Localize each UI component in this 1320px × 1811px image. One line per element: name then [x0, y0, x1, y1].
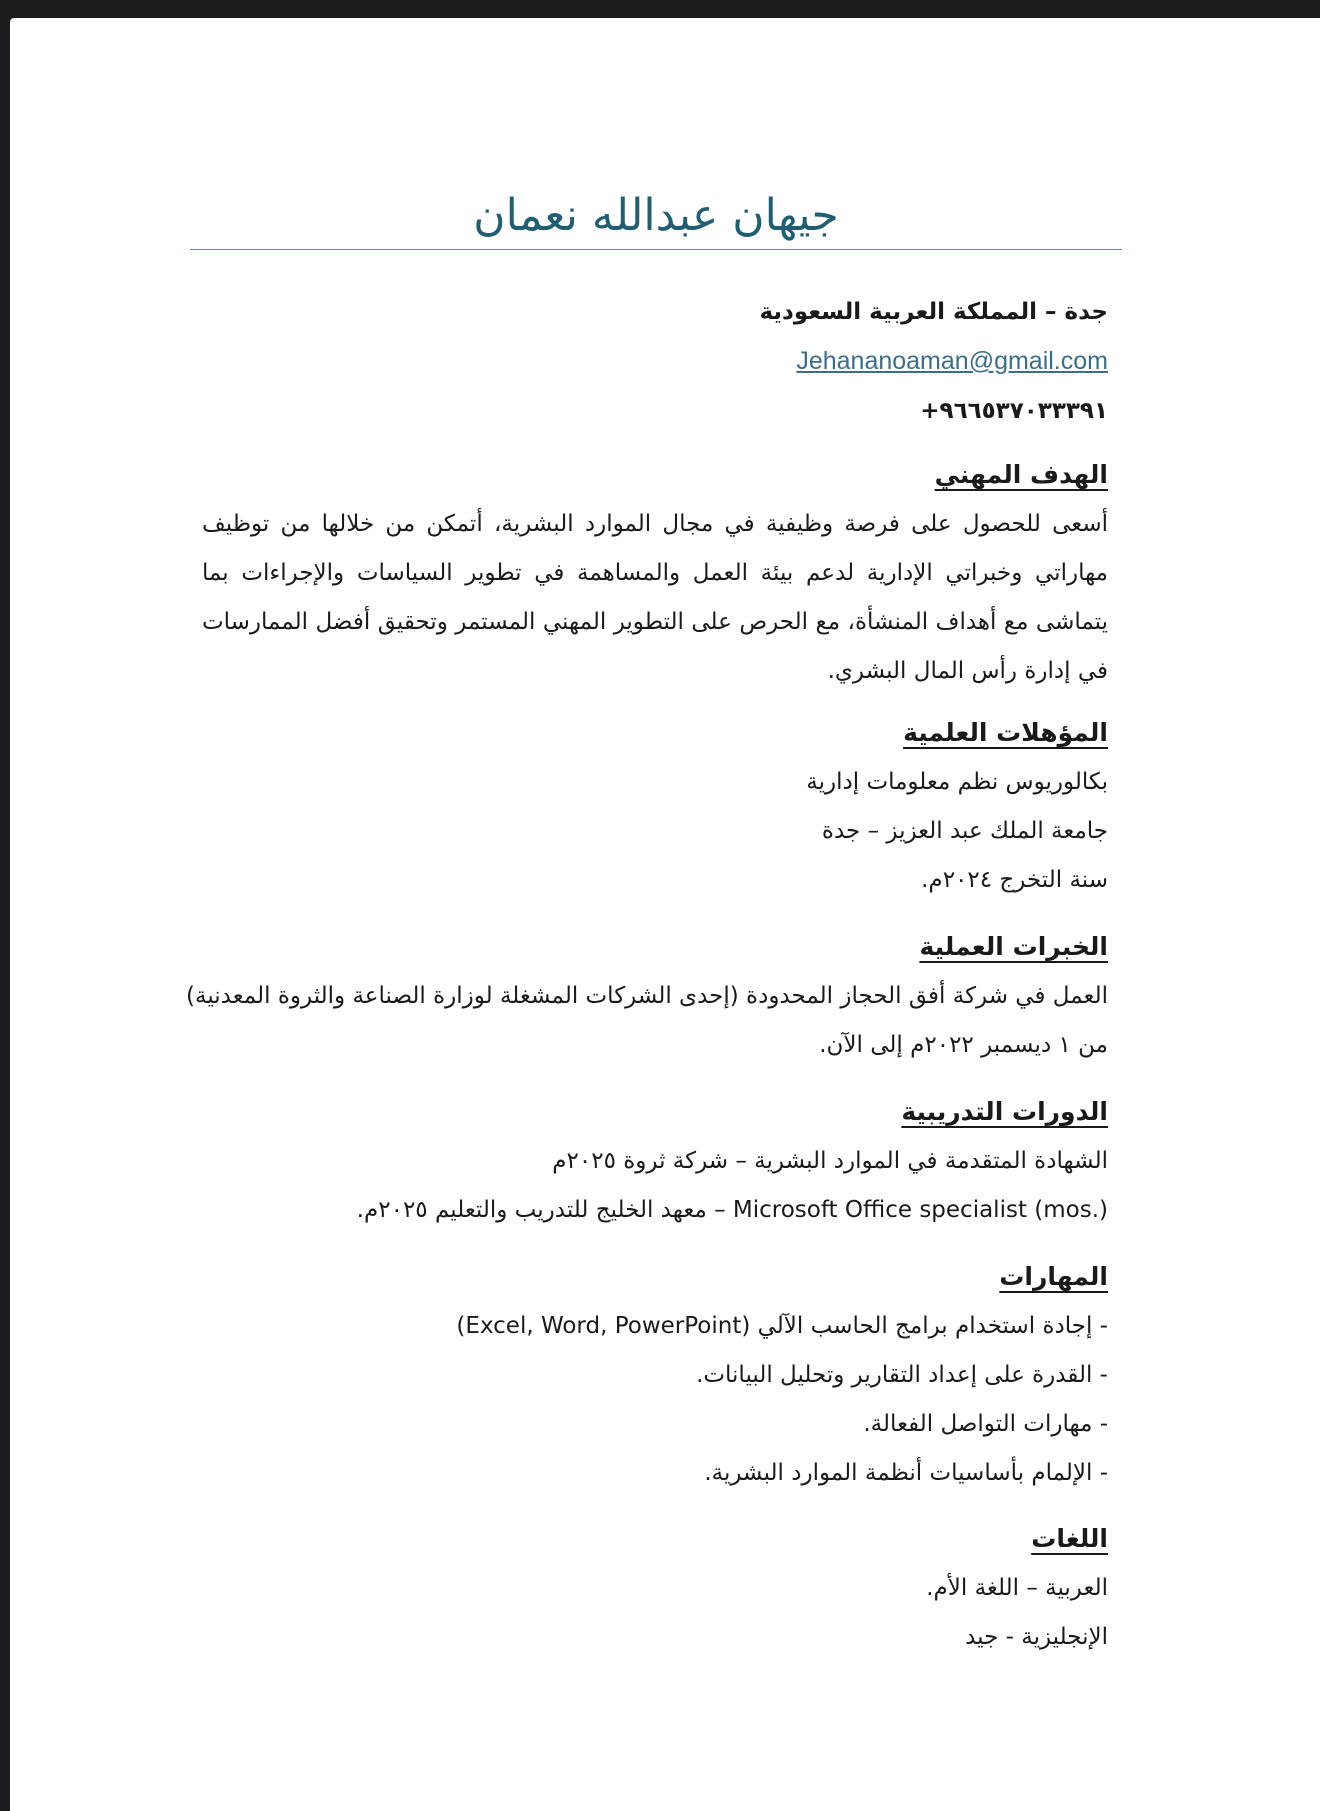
- course-item: الشهادة المتقدمة في الموارد البشرية – شركة ثروة ٢٠٢٥م: [552, 1148, 1108, 1174]
- skill-item: - مهارات التواصل الفعالة.: [863, 1411, 1108, 1437]
- experience-role: العمل في شركة أفق الحجاز المحدودة (إحدى الشركات المشغلة لوزارة الصناعة والثروة المعدنية): [186, 983, 1108, 1009]
- experience-section: [186, 922, 1122, 1070]
- education-degree: بكالوريوس نظم معلومات إدارية: [806, 769, 1108, 795]
- title-divider: [190, 249, 1122, 250]
- course-item: Microsoft Office specialist (mos.) – معهد الخليج للتدريب والتعليم ٢٠٢٥م.: [356, 1197, 1108, 1223]
- skills-heading: المهارات: [999, 1262, 1108, 1291]
- objective-text: أسعى للحصول على فرصة وظيفية في مجال الموارد البشرية، أتمكن من خلالها من توظيف مهاراتي وخبراتي الإدارية لدعم بيئة العمل والمساهمة في تطوير السياسات والإجراءات بما يتماشى مع أهداف المنشأة، مع الحرص على التطوير المهني المستمر وتحقيق أفضل الممارسات في إدارة رأس المال البشري.: [202, 511, 1108, 684]
- education-graduation: سنة التخرج ٢٠٢٤م.: [921, 867, 1108, 893]
- candidate-name: جيهان عبدالله نعمان: [473, 190, 839, 241]
- courses-heading: الدورات التدريبية: [901, 1097, 1108, 1126]
- experience-period: من ١ ديسمبر ٢٠٢٢م إلى الآن.: [819, 1032, 1108, 1058]
- language-item: الإنجليزية - جيد: [965, 1624, 1108, 1650]
- contact-location: جدة – المملكة العربية السعودية: [759, 299, 1108, 325]
- experience-heading: الخبرات العملية: [919, 932, 1108, 961]
- contact-phone: +٩٦٦٥٣٧٠٣٣٣٩١: [920, 398, 1108, 424]
- resume-page: [10, 18, 1320, 1811]
- education-section: [190, 708, 1122, 905]
- contact-section: [190, 288, 1122, 436]
- skills-section: [190, 1252, 1122, 1498]
- education-university: جامعة الملك عبد العزيز – جدة: [821, 818, 1108, 844]
- languages-section: [190, 1514, 1122, 1662]
- skill-item: - الإلمام بأساسيات أنظمة الموارد البشرية.: [704, 1460, 1108, 1486]
- education-heading: المؤهلات العلمية: [903, 718, 1108, 747]
- objective-heading: الهدف المهني: [934, 460, 1108, 489]
- objective-section: [190, 450, 1122, 696]
- skill-item: - القدرة على إعداد التقارير وتحليل البيانات.: [696, 1362, 1108, 1388]
- skill-item: - إجادة استخدام برامج الحاسب الآلي (Excel, Word, PowerPoint): [456, 1313, 1108, 1339]
- courses-section: [190, 1087, 1122, 1235]
- contact-email-link[interactable]: Jehananoaman@gmail.com: [796, 347, 1108, 375]
- language-item: العربية – اللغة الأم.: [926, 1575, 1108, 1601]
- resume-content: [186, 18, 1122, 1811]
- languages-heading: اللغات: [1031, 1524, 1108, 1553]
